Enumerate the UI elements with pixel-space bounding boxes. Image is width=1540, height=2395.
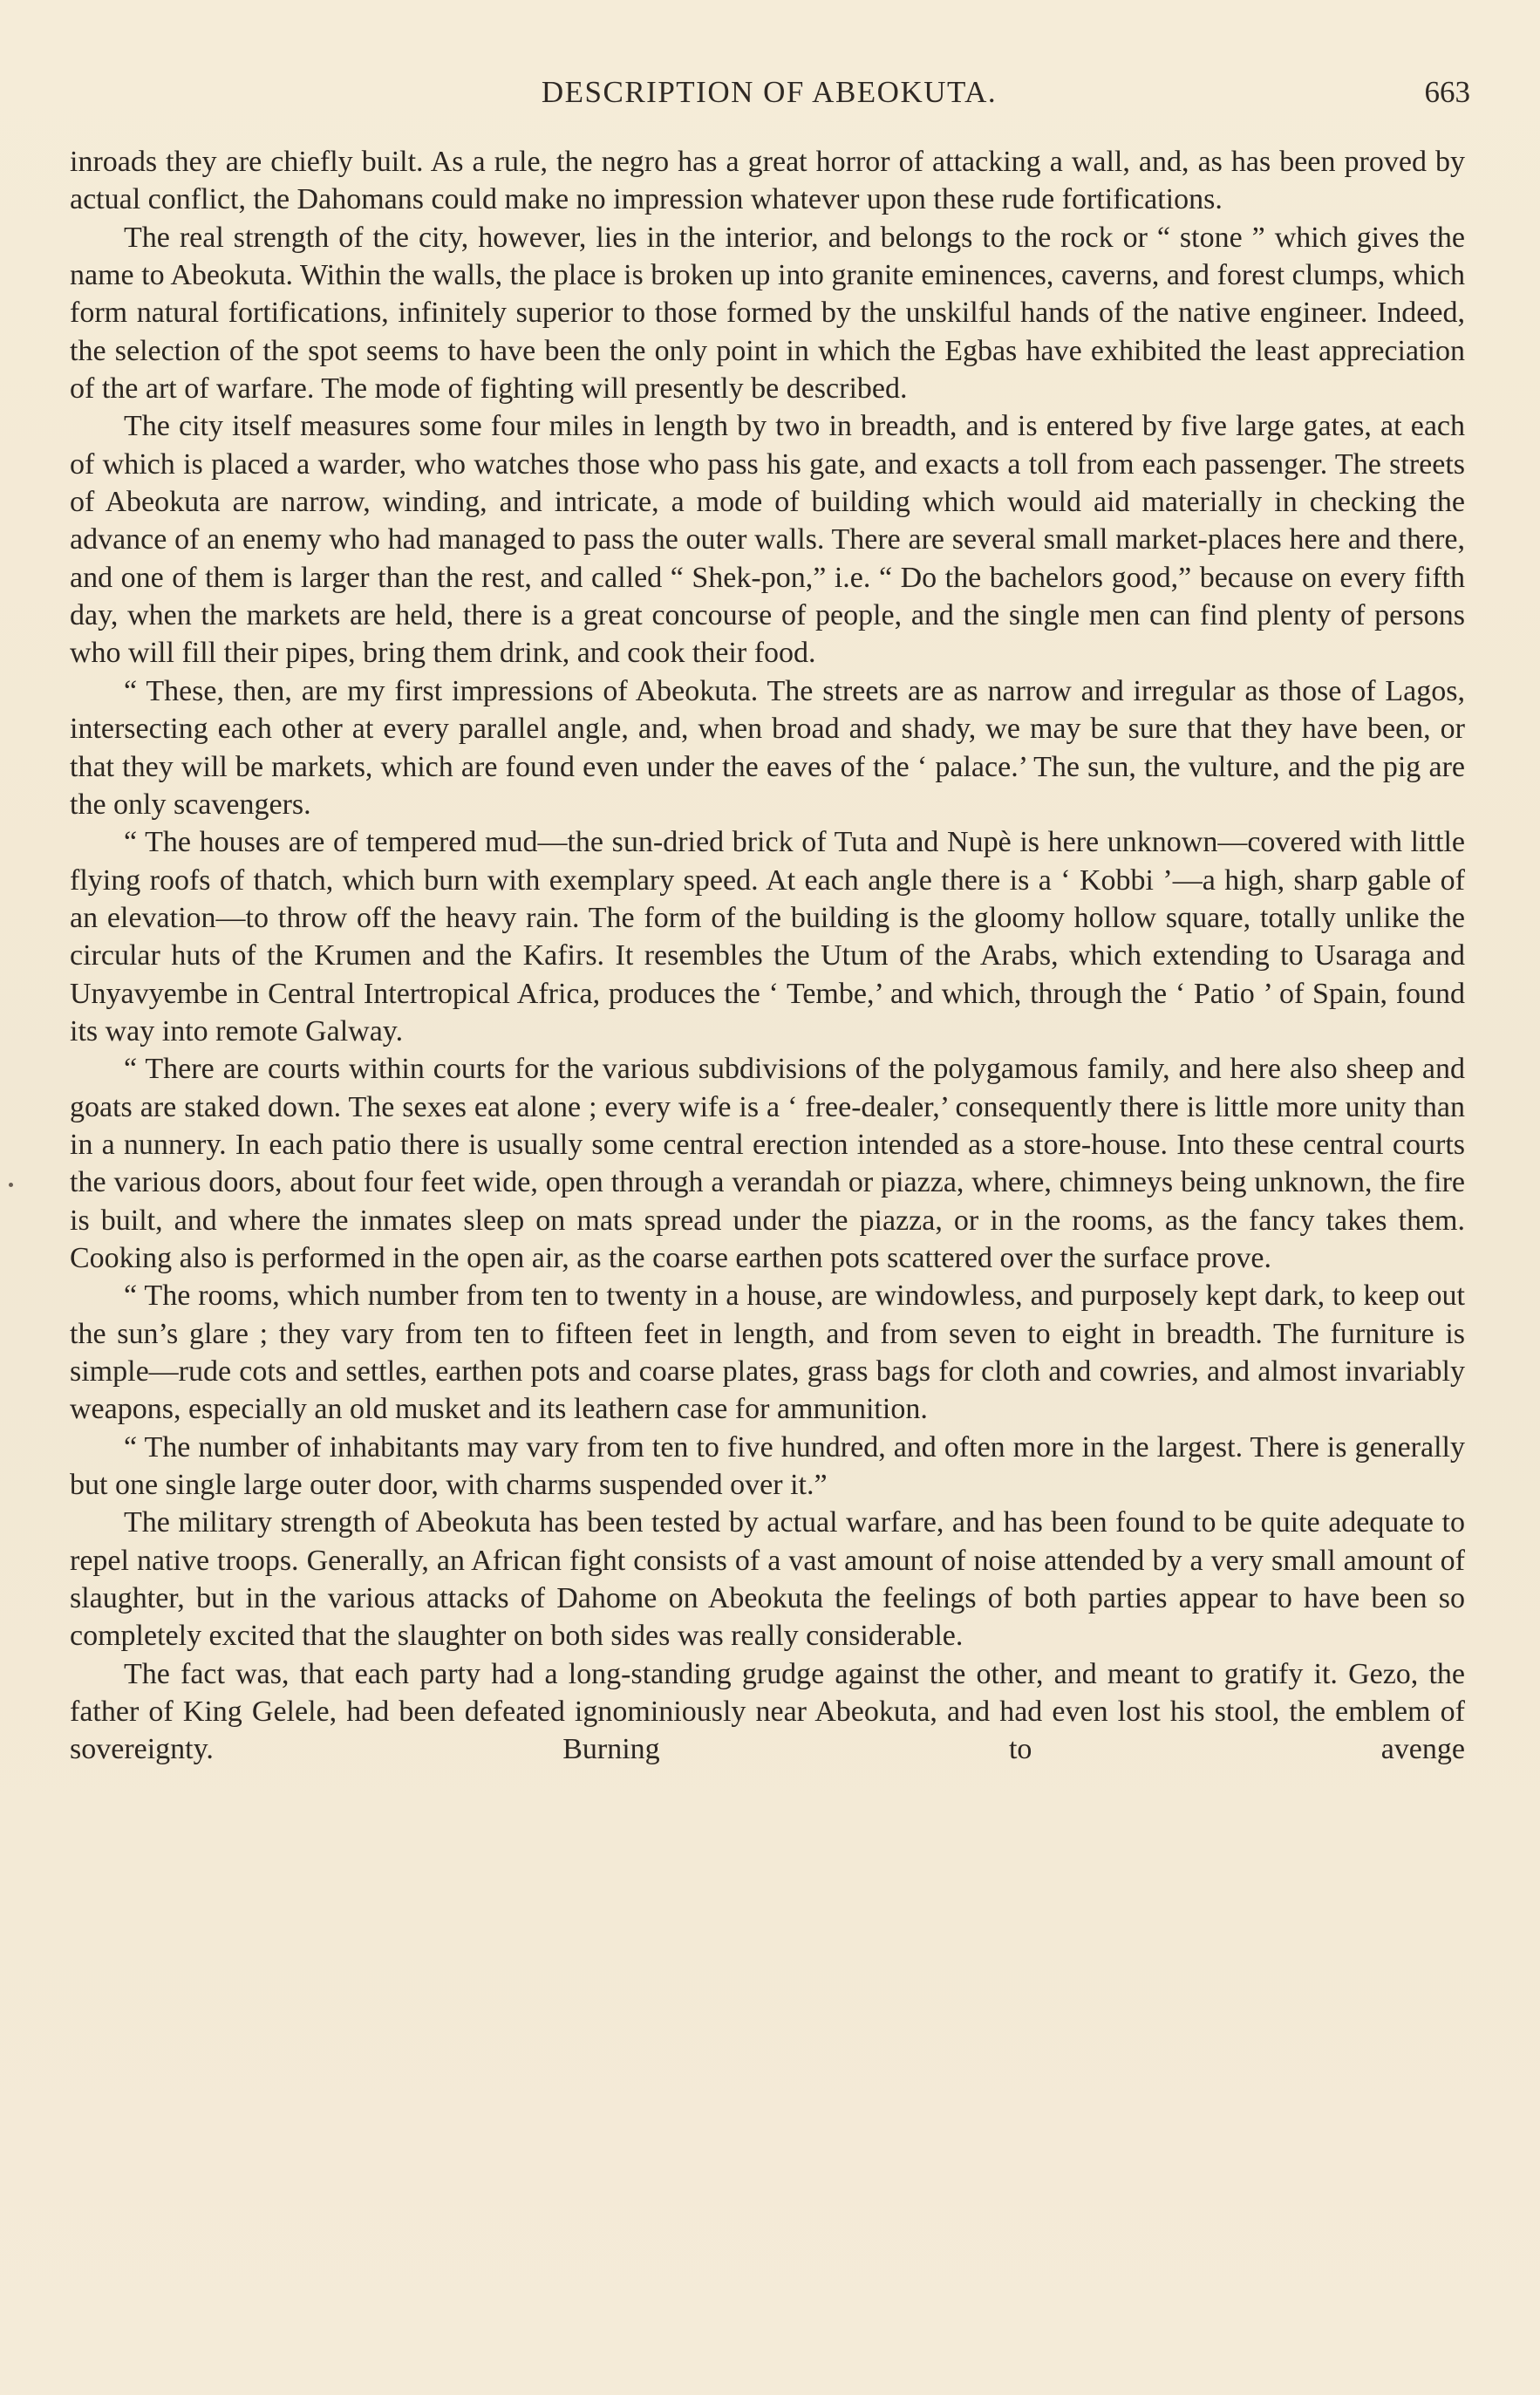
running-title: DESCRIPTION OF ABEOKUTA. — [541, 75, 998, 109]
paragraph-4: “ These, then, are my first impressions of Abeokuta. The streets are as narrow and irregular as those of Lagos, intersecting each other at every parallel angle, and, when broad and shady, we may be sure that they have been, or that they will be markets, which are found even under the eaves of the ‘ palace.’ The sun, the vulture, and the pig are the only scavengers. — [70, 674, 1465, 821]
paragraph-7: “ The rooms, which number from ten to twenty in a house, are windowless, and purposely kept dark, to keep out the sun’s glare ; they vary from ten to fifteen feet in length, and from seven to eight in breadth. The furniture is simple—rude cots and settles, earthen pots and coarse plates, grass bags for cloth and cowries, and almost invariably weapons, especially an old musket and its leathern case for ammunition. — [70, 1279, 1465, 1426]
paragraph-5: “ The houses are of tempered mud—the sun-dried brick of Tuta and Nupè is here unknown—covered with little flying roofs of thatch, which burn with exemplary speed. At each angle there is a ‘ Kobbi ’—a high, sharp gable of an elevation—to throw off the heavy rain. The form of the building is the gloomy hollow square, totally unlike the circular huts of the Krumen and the Kafirs. It resembles the Utum of the Arabs, which extending to Usaraga and Unyavyembe in Central Intertropical Africa, produces the ‘ Tembe,’ and which, through the ‘ Patio ’ of Spain, found its way into remote Galway. — [70, 826, 1465, 1047]
body-text — [70, 143, 1465, 1769]
paragraph-10: The fact was, that each party had a long-standing grudge against the other, and meant to gratify it. Gezo, the father of King Gelele, had been defeated ignominiously near Abeokuta, and had even lost his stool, the emblem of sovereignty. Burning to avenge — [70, 1657, 1465, 1766]
running-head — [68, 66, 1470, 119]
paragraph-1: inroads they are chiefly built. As a rule, the negro has a great horror of attacking a wall, and, as has been proved by actual conflict, the Dahomans could make no impression whatever upon these rude fortifications. — [70, 146, 1465, 216]
paragraph-6: “ There are courts within courts for the various subdivisions of the polygamous family, and here also sheep and goats are staked down. The sexes eat alone ; every wife is a ‘ free-dealer,’ consequently there is little more unity than in a nunnery. In each patio there is usually some central erection intended as a store-house. Into these central courts the various doors, about four feet wide, open through a verandah or piazza, where, chimneys being unknown, the fire is built, and where the inmates sleep on mats spread under the piazza, or in the rooms, as the fancy takes them. Cooking also is performed in the open air, as the coarse earthen pots scattered over the surface prove. — [70, 1053, 1465, 1274]
page-number: 663 — [1424, 75, 1470, 109]
margin-speck — [9, 1183, 13, 1187]
paragraph-9: The military strength of Abeokuta has been tested by actual warfare, and has been found to be quite adequate to repel native troops. Generally, an African fight consists of a vast amount of noise attended by a very small amount of slaughter, but in the various attacks of Dahome on Abeokuta the feelings of both parties appear to have been so completely excited that the slaughter on both sides was really considerable. — [70, 1506, 1465, 1653]
paragraph-3: The city itself measures some four miles in length by two in breadth, and is entered by five large gates, at each of which is placed a warder, who watches those who pass his gate, and exacts a toll from each passenger. The streets of Abeokuta are narrow, winding, and intricate, a mode of building which would aid materially in checking the advance of an enemy who had managed to pass the outer walls. There are several small market-places here and there, and one of them is larger than the rest, and called “ Shek-pon,” i.e. “ Do the bachelors good,” because on every fifth day, when the markets are held, there is a great concourse of people, and the single men can find plenty of persons who will fill their pipes, bring them drink, and cook their food. — [70, 410, 1465, 670]
paragraph-8: “ The number of inhabitants may vary from ten to five hundred, and often more in the largest. There is generally but one single large outer door, with charms suspended over it.” — [70, 1430, 1465, 1502]
paragraph-2: The real strength of the city, however, lies in the interior, and belongs to the rock or “ stone ” which gives the name to Abeokuta. Within the walls, the place is broken up into granite eminences, caverns, and forest clumps, which form natural fortifications, infinitely superior to those formed by the unskilful hands of the native engineer. Indeed, the selection of the spot seems to have been the only point in which the Egbas have exhibited the least appreciation of the art of warfare. The mode of fighting will presently be described. — [70, 221, 1465, 406]
